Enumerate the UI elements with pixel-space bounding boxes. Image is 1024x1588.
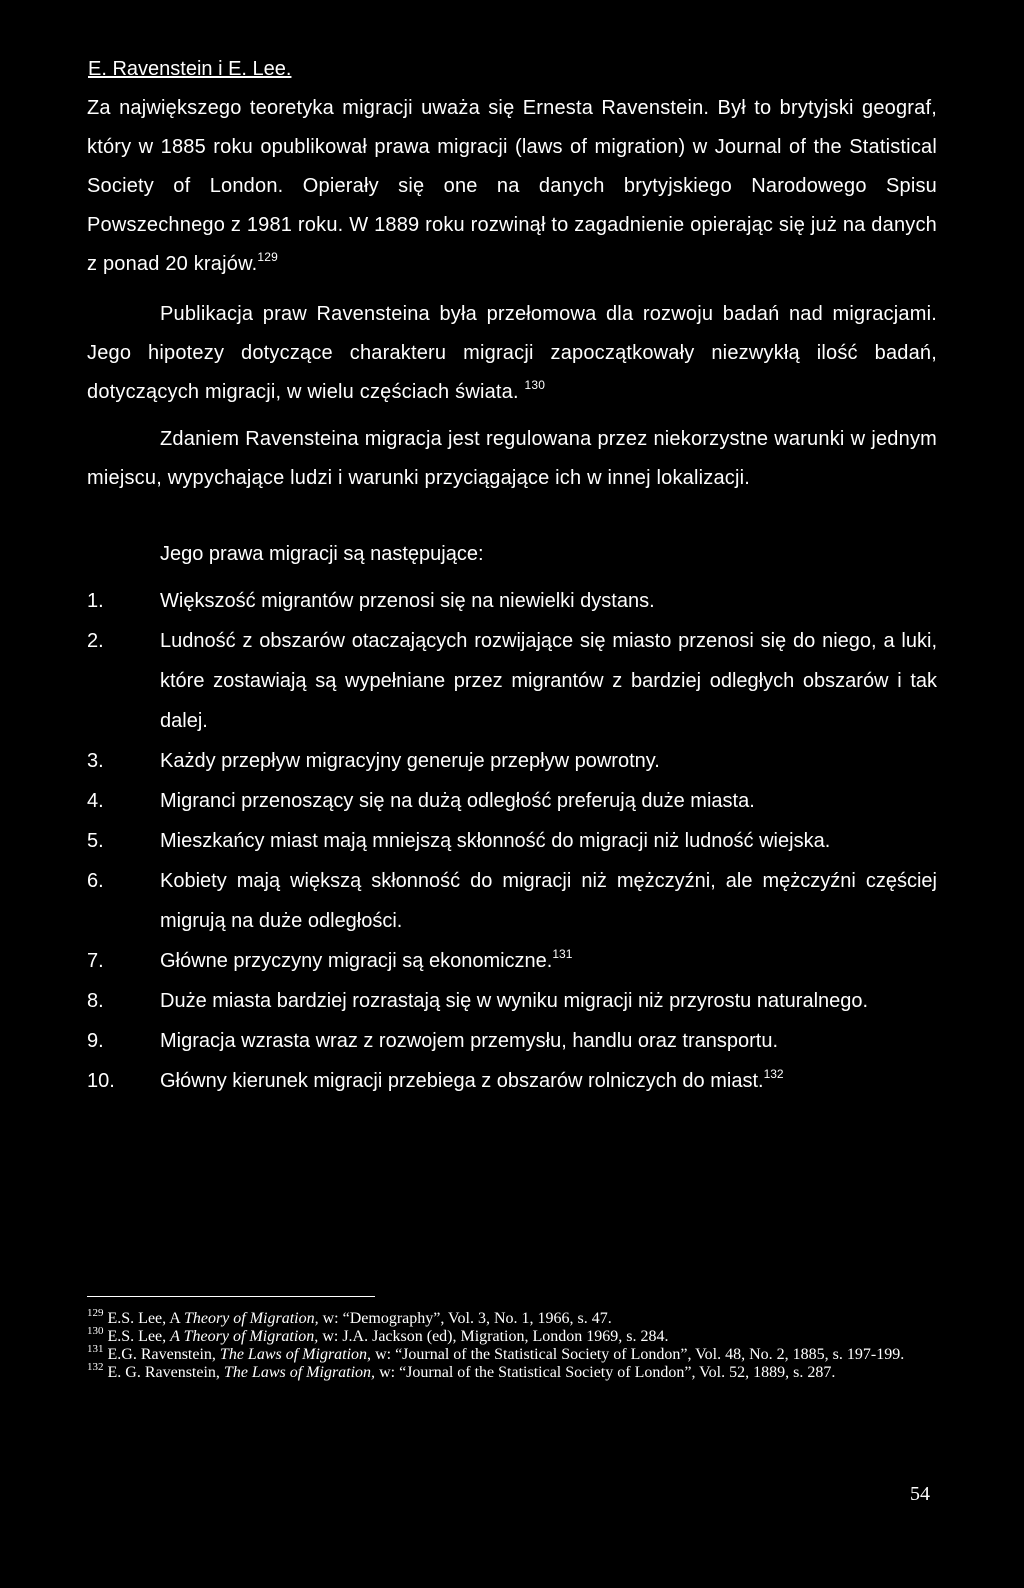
page-number: 54 [910, 1483, 930, 1505]
law-number: 3. [87, 750, 104, 772]
law-number: 6. [87, 870, 104, 892]
law-text-body: Większość migrantów przenosi się na niewielki dystans. [160, 590, 655, 612]
law-number: 8. [87, 990, 104, 1012]
law-number: 4. [87, 790, 104, 812]
footnote [87, 1361, 937, 1382]
law-item [87, 781, 937, 821]
footnote-title: A Theory of Migration, [170, 1328, 319, 1345]
paragraph-text: Publikacja praw Ravensteina była przełomowa dla rozwoju badań nad migracjami. Jego hipotezy dotyczące charakteru migracji zapoczątkowały niezwykłą ilość badań, dotyczących migracji, w wielu częściach świata. [87, 303, 937, 403]
footnote-source: w: “Journal of the Statistical Society of London”, Vol. 48, No. 2, 1885, s. 197-199. [371, 1346, 905, 1363]
law-text [160, 821, 937, 861]
footnote-source: w: “Demography”, Vol. 3, No. 1, 1966, s. 47. [318, 1310, 612, 1327]
law-number: 7. [87, 950, 104, 972]
footnote-author: E.G. Ravenstein, [107, 1346, 220, 1363]
law-text-body: Duże miasta bardziej rozrastają się w wyniku migracji niż przyrostu naturalnego. [160, 990, 869, 1012]
law-text-body: Każdy przepływ migracyjny generuje przepływ powrotny. [160, 750, 660, 772]
law-text [160, 941, 937, 981]
footnote [87, 1343, 937, 1364]
footnote-ref: 132 [763, 1067, 784, 1081]
footnote-title: Theory of Migration, [183, 1310, 319, 1327]
footnote-ref: 131 [552, 947, 573, 961]
law-text [160, 1021, 937, 1061]
law-item [87, 861, 937, 941]
law-number: 1. [87, 590, 104, 612]
footnote-number: 130 [87, 1325, 104, 1337]
law-item [87, 1021, 937, 1061]
law-text-body: Mieszkańcy miast mają mniejszą skłonność do migracji niż ludność wiejska. [160, 830, 831, 852]
laws-list [87, 581, 937, 1101]
footnote [87, 1325, 937, 1346]
footnote-author: E. G. Ravenstein, [107, 1364, 224, 1381]
paragraph-intro [87, 89, 937, 284]
footnote-title: The Laws of Migration, [223, 1364, 376, 1381]
law-text [160, 581, 937, 621]
law-number: 5. [87, 830, 104, 852]
law-item [87, 621, 937, 741]
footnote-divider [87, 1296, 375, 1297]
law-number: 10. [87, 1070, 115, 1092]
footnote-ref: 130 [524, 378, 546, 392]
paragraph-publication [87, 295, 937, 412]
law-text [160, 1061, 937, 1101]
laws-intro: Jego prawa migracji są następujące: [160, 543, 484, 565]
paragraph-text: Za największego teoretyka migracji uważa się Ernesta Ravenstein. Był to brytyjski geograf, który w 1885 roku opublikował prawa migracji (laws of migration) w Journal of the Statistical Society of London. Opierały się one na danych brytyjskiego Narodowego Spisu Powszechnego z 1981 roku. W 1889 roku rozwinął to zagadnienie opierając się już na danych z ponad 20 krajów. [87, 97, 937, 275]
law-item [87, 821, 937, 861]
footnote-number: 132 [87, 1361, 104, 1373]
law-text [160, 981, 937, 1021]
footnote [87, 1307, 937, 1328]
law-item [87, 981, 937, 1021]
paragraph-opinion: Zdaniem Ravensteina migracja jest regulowana przez niekorzystne warunki w jednym miejscu, wypychające ludzi i warunki przyciągające ich w innej lokalizacji. [87, 428, 937, 489]
law-item [87, 1061, 937, 1101]
law-text-body: Ludność z obszarów otaczających rozwijające się miasto przenosi się do niego, a luki, które zostawiają są wypełniane przez migrantów z bardziej odległych obszarów i tak dalej. [160, 630, 937, 732]
footnote-ref: 129 [257, 250, 279, 264]
law-text-body: Migranci przenoszący się na dużą odległość preferują duże miasta. [160, 790, 755, 812]
footnote-author: E.S. Lee, A [107, 1310, 184, 1327]
law-item [87, 741, 937, 781]
law-text [160, 741, 937, 781]
law-item [87, 581, 937, 621]
law-text-body: Główne przyczyny migracji są ekonomiczne. [160, 950, 553, 972]
footnotes-list [87, 1307, 937, 1382]
law-text [160, 861, 937, 941]
law-text [160, 621, 937, 741]
footnote-source: w: J.A. Jackson (ed), Migration, London 1969, s. 284. [318, 1328, 669, 1345]
law-item [87, 941, 937, 981]
footnote-number: 131 [87, 1343, 104, 1355]
law-text-body: Kobiety mają większą skłonność do migracji niż mężczyźni, ale mężczyźni częściej migrują na duże odległości. [160, 870, 937, 932]
footnote-source: w: “Journal of the Statistical Society of London”, Vol. 52, 1889, s. 287. [375, 1364, 836, 1381]
law-number: 9. [87, 1030, 104, 1052]
law-text-body: Główny kierunek migracji przebiega z obszarów rolniczych do miast. [160, 1070, 764, 1092]
section-heading: E. Ravenstein i E. Lee. [88, 58, 292, 80]
law-text-body: Migracja wzrasta wraz z rozwojem przemysłu, handlu oraz transportu. [160, 1030, 778, 1052]
footnote-title: The Laws of Migration, [219, 1346, 372, 1363]
footnote-author: E.S. Lee, [107, 1328, 171, 1345]
law-number: 2. [87, 630, 104, 652]
law-text [160, 781, 937, 821]
footnote-number: 129 [87, 1307, 104, 1319]
